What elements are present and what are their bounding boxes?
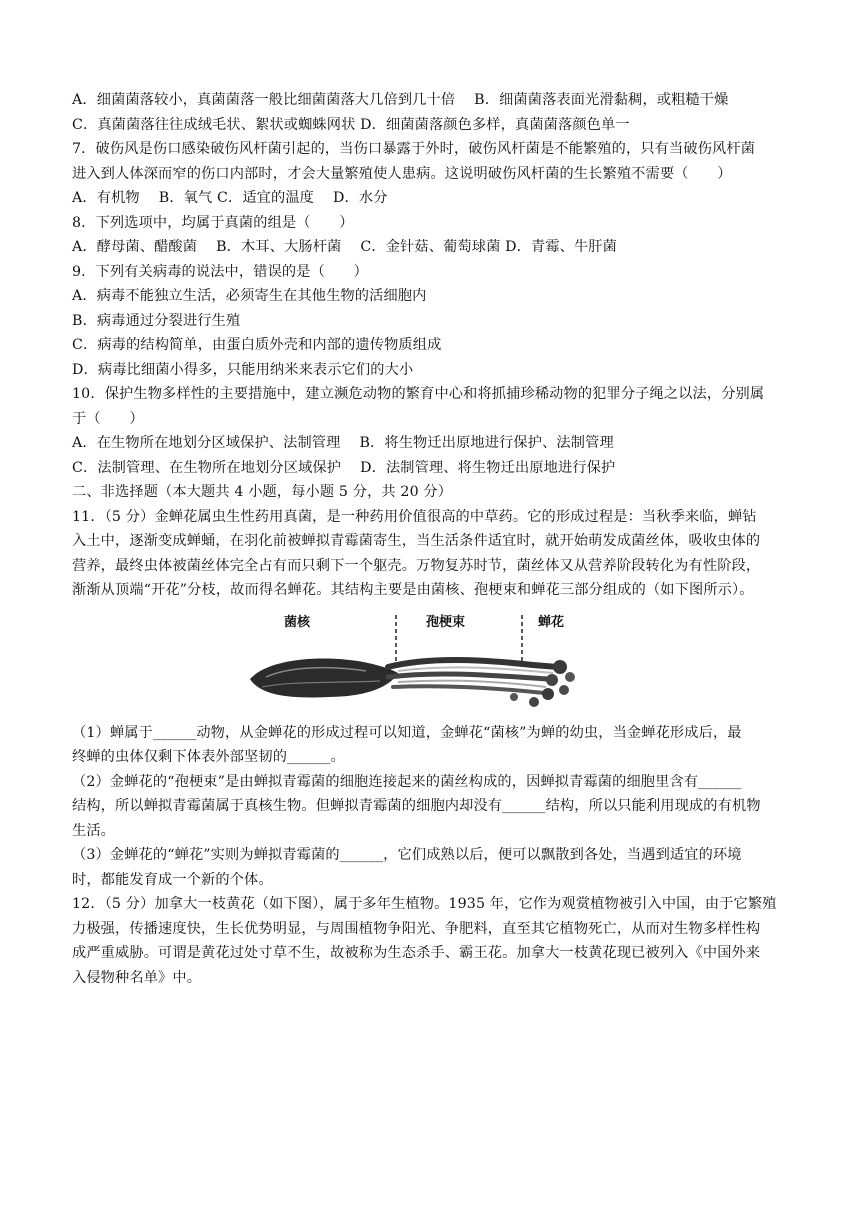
- question-12-text: 入侵物种名单》中。: [72, 969, 202, 986]
- question-12-text: 力极强，传播速度快，生长优势明显，与周围植物争阳光、争肥料，直至其它植物死亡，从而对生物多样性构: [72, 920, 761, 937]
- question-9-option-a: A．病毒不能独立生活，必须寄生在其他生物的活细胞内: [72, 288, 427, 304]
- question-12-text: 成严重威胁。可谓是黄花过处寸草不生，故被称为生态杀手、霸王花。加拿大一枝黄花现已被列入《中国外来: [72, 945, 761, 961]
- question-8-stem: 8．下列选项中，均属于真菌的组是（ ）: [72, 214, 354, 231]
- question-9-option-d: D．病毒比细菌小得多，只能用纳米来表示它们的大小: [72, 361, 414, 378]
- sub-question-1: 终蝉的虫体仅剩下体表外部坚韧的______。: [72, 749, 345, 765]
- question-12-text: 12．（5 分）加拿大一枝黄花（如下图），属于多年生植物。1935 年，它作为观赏植物被引入中国，由于它繁殖: [72, 896, 777, 912]
- section-heading: 二、非选择题（本大题共 4 小题，每小题 5 分，共 20 分）: [72, 484, 453, 500]
- question-12: [72, 892, 794, 990]
- question-11-text: 入土中，逐渐变成蝉蛹，在羽化前被蝉拟青霉菌寄生，当生活条件适宜时，就开始萌发成菌丝体，吸收虫体的: [72, 533, 761, 549]
- question-9-option-c: C．病毒的结构简单，由蛋白质外壳和内部的遗传物质组成: [72, 337, 442, 353]
- sub-question-2: （2）金蝉花的“孢梗束”是由蝉拟青霉菌的细胞连接起来的菌丝构成的，因蝉拟青霉菌的细胞里含有______: [72, 773, 742, 790]
- question-11-text: 渐渐从顶端“开花”分枝，故而得名蝉花。其结构主要是由菌核、孢梗束和蝉花三部分组成的（如下图所示）。: [72, 582, 754, 598]
- question-11-text: 11．（5 分）金蝉花属虫生性药用真菌，是一种药用价值很高的中草药。它的形成过程是：当秋季来临，蝉钻: [72, 508, 757, 525]
- question-10-stem: 于（ ）: [72, 410, 144, 427]
- sub-question-2: 生活。: [72, 822, 116, 839]
- question-10-options: C．法制管理、在生物所在地划分区域保护 D．法制管理、将生物迁出原地进行保护: [72, 459, 616, 476]
- option-line: A．细菌菌落较小，真菌菌落一般比细菌菌落大几倍到几十倍 B．细菌菌落表面光滑黏稠，或粗糙干燥: [72, 92, 729, 108]
- sub-question-1: （1）蝉属于______动物，从金蝉花的形成过程可以知道，金蝉花“菌核”为蝉的幼虫，当金蝉花形成后，最: [72, 724, 742, 741]
- question-9-option-b: B．病毒通过分裂进行生殖: [72, 312, 241, 329]
- cordyceps-figure: [72, 607, 794, 715]
- figure-label-flower: 蝉花: [538, 614, 565, 630]
- question-10-options: A．在生物所在地划分区域保护、法制管理 B．将生物迁出原地进行保护、法制管理: [72, 435, 614, 451]
- question-8-options: A．酵母菌、醋酸菌 B．木耳、大肠杆菌 C．金针菇、葡萄球菌 D．青霉、牛肝菌: [72, 239, 617, 255]
- question-7-stem: 进入到人体深而窄的伤口内部时，才会大量繁殖使人患病。这说明破伤风杆菌的生长繁殖不需要（ ）: [72, 165, 732, 182]
- question-block-6-10: [72, 88, 794, 505]
- question-11-text: 营养，最终虫体被菌丝体完全占有而只剩下一个躯壳。万物复苏时节，菌丝体又从营养阶段转化为有性阶段，: [72, 557, 761, 574]
- cicada-flower-illustration: [248, 607, 588, 715]
- question-11: [72, 505, 794, 893]
- question-10-stem: 10．保护生物多样性的主要措施中，建立濒危动物的繁育中心和将抓捕珍稀动物的犯罪分子绳之以法，分别属: [72, 386, 765, 402]
- sub-question-3: （3）金蝉花的“蝉花”实则为蝉拟青霉菌的______，它们成熟以后，便可以飘散到各处，当遇到适宜的环境: [72, 847, 742, 863]
- figure-label-sclerotium: 菌核: [284, 614, 311, 630]
- exam-page: [72, 88, 794, 990]
- figure-label-synnema: 孢梗束: [426, 614, 466, 630]
- option-line: C．真菌菌落往往成绒毛状、絮状或蜘蛛网状 D．细菌菌落颜色多样，真菌菌落颜色单一: [72, 116, 630, 133]
- sub-question-2: 结构，所以蝉拟青霉菌属于真核生物。但蝉拟青霉菌的细胞内却没有______结构，所以只能利用现成的有机物: [72, 798, 761, 814]
- question-7-stem: 7．破伤风是伤口感染破伤风杆菌引起的，当伤口暴露于外时，破伤风杆菌是不能繁殖的，只有当破伤风杆菌: [72, 141, 756, 157]
- question-7-options: A．有机物 B．氧气 C．适宜的温度 D．水分: [72, 190, 388, 206]
- question-9-stem: 9．下列有关病毒的说法中，错误的是（ ）: [72, 263, 368, 280]
- sub-question-3: 时，都能发育成一个新的个体。: [72, 871, 273, 888]
